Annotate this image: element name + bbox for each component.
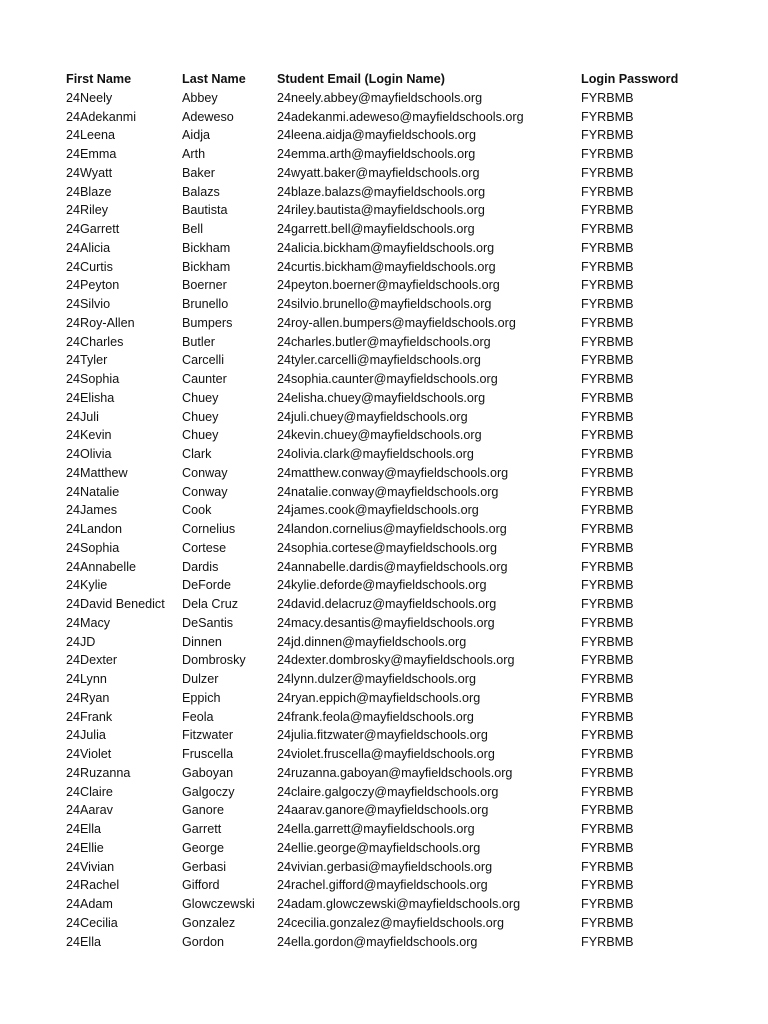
cell-first-name: 24Aarav (66, 803, 113, 818)
cell-first-name: 24Adekanmi (66, 109, 137, 124)
cell-last-name: Chuey (182, 409, 219, 424)
cell-first-name: 24Ella (66, 934, 102, 949)
cell-student-email: 24neely.abbey@mayfieldschools.org (277, 90, 483, 105)
cell-first-name: 24Ryan (66, 690, 110, 705)
cell-student-email: 24landon.cornelius@mayfieldschools.org (277, 522, 507, 536)
table-row (66, 595, 726, 614)
table-row (66, 633, 726, 652)
cell-first-name: 24Charles (66, 334, 124, 349)
cell-login-password: FYRBMB (581, 165, 634, 180)
cell-last-name: Cornelius (182, 522, 236, 536)
cell-login-password: FYRBMB (581, 934, 634, 949)
cell-first-name: 24Elisha (66, 390, 115, 405)
cell-login-password: FYRBMB (581, 372, 634, 386)
cell-last-name: Ganore (182, 803, 225, 818)
cell-student-email: 24olivia.clark@mayfieldschools.org (277, 447, 474, 461)
table-row (66, 295, 726, 314)
cell-last-name: Conway (182, 465, 228, 480)
cell-login-password: FYRBMB (581, 447, 634, 461)
cell-last-name: Feola (182, 709, 214, 724)
cell-first-name: 24James (66, 503, 118, 518)
cell-login-password: FYRBMB (581, 803, 634, 818)
cell-first-name: 24Wyatt (66, 165, 113, 180)
cell-last-name: Bell (182, 222, 203, 236)
cell-login-password: FYRBMB (581, 428, 634, 443)
cell-first-name: 24Cecilia (66, 915, 118, 930)
cell-login-password: FYRBMB (581, 653, 634, 668)
cell-first-name: 24Riley (66, 203, 108, 218)
table-row (66, 164, 726, 183)
table-row (66, 501, 726, 520)
cell-student-email: 24charles.butler@mayfieldschools.org (277, 334, 491, 349)
cell-login-password: FYRBMB (581, 840, 634, 855)
table-row (66, 614, 726, 633)
cell-login-password: FYRBMB (581, 597, 634, 611)
table-row (66, 933, 726, 952)
cell-first-name: 24Vivian (66, 859, 115, 874)
table-row (66, 520, 726, 539)
cell-last-name: Clark (182, 447, 212, 461)
cell-student-email: 24ruzanna.gaboyan@mayfieldschools.org (277, 765, 513, 780)
cell-last-name: Bumpers (182, 315, 233, 330)
cell-last-name: Baker (182, 165, 215, 180)
cell-student-email: 24kevin.chuey@mayfieldschools.org (277, 428, 482, 443)
cell-login-password: FYRBMB (581, 915, 634, 930)
cell-last-name: Bickham (182, 259, 231, 274)
cell-last-name: Dombrosky (182, 653, 246, 668)
cell-first-name: 24Leena (66, 128, 116, 143)
table-row (66, 108, 726, 127)
cell-first-name: 24Blaze (66, 184, 112, 199)
cell-first-name: 24Matthew (66, 465, 128, 480)
cell-last-name: Caunter (182, 372, 227, 386)
cell-first-name: 24Ella (66, 822, 102, 836)
cell-student-email: 24lynn.dulzer@mayfieldschools.org (277, 672, 476, 686)
cell-last-name: Galgoczy (182, 784, 235, 799)
cell-first-name: 24David Benedict (66, 597, 165, 611)
table-row (66, 558, 726, 577)
cell-student-email: 24roy-allen.bumpers@mayfieldschools.org (277, 315, 516, 330)
table-row (66, 126, 726, 145)
cell-student-email: 24claire.galgoczy@mayfieldschools.org (277, 784, 499, 799)
cell-student-email: 24wyatt.baker@mayfieldschools.org (277, 165, 480, 180)
table-row (66, 858, 726, 877)
cell-login-password: FYRBMB (581, 765, 634, 780)
cell-student-email: 24ella.garrett@mayfieldschools.org (277, 822, 475, 836)
cell-last-name: Arth (182, 147, 206, 161)
cell-login-password: FYRBMB (581, 690, 634, 705)
student-login-table (66, 70, 726, 951)
cell-last-name: Gordon (182, 934, 225, 949)
cell-last-name: Bickham (182, 240, 231, 255)
cell-student-email: 24leena.aidja@mayfieldschools.org (277, 128, 477, 143)
cell-student-email: 24rachel.gifford@mayfieldschools.org (277, 878, 488, 893)
table-row (66, 783, 726, 802)
cell-student-email: 24aarav.ganore@mayfieldschools.org (277, 803, 489, 818)
cell-login-password: FYRBMB (581, 822, 634, 836)
cell-login-password: FYRBMB (581, 147, 634, 161)
cell-first-name: 24Juli (66, 409, 99, 424)
cell-first-name: 24Curtis (66, 259, 113, 274)
cell-first-name: 24Landon (66, 522, 123, 536)
cell-first-name: 24Annabelle (66, 559, 137, 574)
header-login-password: Login Password (581, 72, 679, 86)
table-row (66, 201, 726, 220)
cell-last-name: DeSantis (182, 615, 234, 630)
cell-login-password: FYRBMB (581, 203, 634, 218)
header-last-name: Last Name (182, 72, 246, 86)
cell-last-name: Balazs (182, 184, 220, 199)
cell-first-name: 24Adam (66, 897, 113, 911)
table-row (66, 876, 726, 895)
cell-first-name: 24Sophia (66, 540, 120, 555)
table-row (66, 670, 726, 689)
table-body (66, 89, 726, 952)
cell-last-name: Fruscella (182, 747, 234, 761)
cell-first-name: 24Kevin (66, 428, 112, 443)
cell-student-email: 24alicia.bickham@mayfieldschools.org (277, 240, 495, 255)
cell-last-name: Gifford (182, 878, 220, 893)
cell-login-password: FYRBMB (581, 672, 634, 686)
cell-login-password: FYRBMB (581, 353, 634, 368)
cell-last-name: Aidja (182, 128, 211, 143)
cell-student-email: 24natalie.conway@mayfieldschools.org (277, 484, 499, 499)
cell-login-password: FYRBMB (581, 615, 634, 630)
cell-first-name: 24Kylie (66, 578, 108, 593)
cell-first-name: 24Natalie (66, 484, 120, 499)
cell-first-name: 24Ruzanna (66, 765, 131, 780)
header-first-name: First Name (66, 72, 132, 86)
table-row (66, 145, 726, 164)
table-row (66, 370, 726, 389)
table-row (66, 426, 726, 445)
table-row (66, 651, 726, 670)
cell-first-name: 24Julia (66, 728, 106, 743)
cell-student-email: 24emma.arth@mayfieldschools.org (277, 147, 476, 161)
cell-student-email: 24juli.chuey@mayfieldschools.org (277, 409, 468, 424)
cell-first-name: 24Peyton (66, 278, 120, 293)
table-row (66, 183, 726, 202)
table-row (66, 314, 726, 333)
cell-student-email: 24adekanmi.adeweso@mayfieldschools.org (277, 109, 524, 124)
table-row (66, 483, 726, 502)
cell-first-name: 24Garrett (66, 222, 120, 236)
cell-student-email: 24tyler.carcelli@mayfieldschools.org (277, 353, 481, 368)
cell-first-name: 24Violet (66, 747, 112, 761)
cell-first-name: 24Roy-Allen (66, 315, 135, 330)
cell-student-email: 24frank.feola@mayfieldschools.org (277, 709, 474, 724)
cell-last-name: Fitzwater (182, 728, 234, 743)
cell-first-name: 24Emma (66, 147, 117, 161)
cell-student-email: 24dexter.dombrosky@mayfieldschools.org (277, 653, 515, 668)
cell-student-email: 24ryan.eppich@mayfieldschools.org (277, 690, 481, 705)
cell-login-password: FYRBMB (581, 409, 634, 424)
table-row (66, 239, 726, 258)
cell-last-name: Gerbasi (182, 859, 227, 874)
table-row (66, 820, 726, 839)
cell-last-name: Brunello (182, 297, 229, 311)
cell-login-password: FYRBMB (581, 559, 634, 574)
cell-last-name: Glowczewski (182, 897, 255, 911)
cell-last-name: Butler (182, 334, 215, 349)
cell-last-name: Dardis (182, 559, 219, 574)
cell-login-password: FYRBMB (581, 897, 634, 911)
cell-first-name: 24Frank (66, 709, 113, 724)
table-row (66, 389, 726, 408)
cell-student-email: 24jd.dinnen@mayfieldschools.org (277, 634, 467, 649)
cell-login-password: FYRBMB (581, 540, 634, 555)
cell-student-email: 24ellie.george@mayfieldschools.org (277, 840, 481, 855)
cell-student-email: 24annabelle.dardis@mayfieldschools.org (277, 559, 508, 574)
table-row (66, 689, 726, 708)
cell-student-email: 24sophia.cortese@mayfieldschools.org (277, 540, 497, 555)
table-row (66, 764, 726, 783)
cell-login-password: FYRBMB (581, 859, 634, 874)
table-row (66, 895, 726, 914)
cell-login-password: FYRBMB (581, 390, 634, 405)
cell-last-name: Chuey (182, 390, 219, 405)
cell-student-email: 24macy.desantis@mayfieldschools.org (277, 615, 495, 630)
cell-student-email: 24elisha.chuey@mayfieldschools.org (277, 390, 486, 405)
table-row (66, 351, 726, 370)
table-row (66, 333, 726, 352)
table-row (66, 539, 726, 558)
cell-first-name: 24Dexter (66, 653, 118, 668)
cell-login-password: FYRBMB (581, 634, 634, 649)
cell-first-name: 24Neely (66, 90, 113, 105)
cell-first-name: 24Claire (66, 784, 113, 799)
table-row (66, 801, 726, 820)
cell-first-name: 24Lynn (66, 672, 107, 686)
cell-student-email: 24james.cook@mayfieldschools.org (277, 503, 479, 518)
table-row (66, 258, 726, 277)
cell-last-name: DeForde (182, 578, 231, 593)
cell-login-password: FYRBMB (581, 222, 634, 236)
cell-last-name: George (182, 840, 225, 855)
cell-login-password: FYRBMB (581, 747, 634, 761)
cell-login-password: FYRBMB (581, 484, 634, 499)
cell-student-email: 24peyton.boerner@mayfieldschools.org (277, 278, 500, 293)
cell-first-name: 24Tyler (66, 353, 108, 368)
cell-student-email: 24david.delacruz@mayfieldschools.org (277, 597, 497, 611)
cell-last-name: Conway (182, 484, 228, 499)
cell-last-name: Carcelli (182, 353, 224, 368)
cell-last-name: Chuey (182, 428, 219, 443)
header-student-email: Student Email (Login Name) (277, 72, 445, 86)
cell-last-name: Gonzalez (182, 915, 236, 930)
table-row (66, 839, 726, 858)
table-row (66, 220, 726, 239)
table-row (66, 914, 726, 933)
table-row (66, 576, 726, 595)
cell-student-email: 24vivian.gerbasi@mayfieldschools.org (277, 859, 493, 874)
cell-login-password: FYRBMB (581, 709, 634, 724)
cell-login-password: FYRBMB (581, 878, 634, 893)
cell-last-name: Gaboyan (182, 765, 234, 780)
cell-login-password: FYRBMB (581, 578, 634, 593)
cell-login-password: FYRBMB (581, 784, 634, 799)
cell-student-email: 24silvio.brunello@mayfieldschools.org (277, 297, 492, 311)
cell-student-email: 24kylie.deforde@mayfieldschools.org (277, 578, 487, 593)
cell-login-password: FYRBMB (581, 465, 634, 480)
cell-last-name: Bautista (182, 203, 228, 218)
cell-first-name: 24Ellie (66, 840, 104, 855)
cell-last-name: Abbey (182, 90, 218, 105)
cell-first-name: 24Alicia (66, 240, 111, 255)
cell-first-name: 24JD (66, 634, 96, 649)
cell-login-password: FYRBMB (581, 297, 634, 311)
cell-last-name: Cook (182, 503, 212, 518)
cell-student-email: 24julia.fitzwater@mayfieldschools.org (277, 728, 488, 743)
cell-first-name: 24Rachel (66, 878, 120, 893)
cell-first-name: 24Silvio (66, 297, 111, 311)
cell-login-password: FYRBMB (581, 184, 634, 199)
cell-student-email: 24violet.fruscella@mayfieldschools.org (277, 747, 495, 761)
cell-login-password: FYRBMB (581, 240, 634, 255)
cell-student-email: 24riley.bautista@mayfieldschools.org (277, 203, 485, 218)
cell-login-password: FYRBMB (581, 278, 634, 293)
cell-last-name: Boerner (182, 278, 227, 293)
cell-student-email: 24cecilia.gonzalez@mayfieldschools.org (277, 915, 504, 930)
table-row (66, 464, 726, 483)
cell-last-name: Dinnen (182, 634, 222, 649)
table-header-row (66, 70, 726, 89)
table-row (66, 708, 726, 727)
table-row (66, 445, 726, 464)
cell-login-password: FYRBMB (581, 728, 634, 743)
table-row (66, 276, 726, 295)
cell-student-email: 24matthew.conway@mayfieldschools.org (277, 465, 509, 480)
cell-student-email: 24blaze.balazs@mayfieldschools.org (277, 184, 486, 199)
cell-last-name: Adeweso (182, 109, 234, 124)
cell-student-email: 24ella.gordon@mayfieldschools.org (277, 934, 478, 949)
cell-student-email: 24curtis.bickham@mayfieldschools.org (277, 259, 496, 274)
cell-student-email: 24sophia.caunter@mayfieldschools.org (277, 372, 498, 386)
cell-login-password: FYRBMB (581, 334, 634, 349)
cell-login-password: FYRBMB (581, 259, 634, 274)
cell-last-name: Garrett (182, 822, 222, 836)
cell-last-name: Cortese (182, 540, 227, 555)
cell-last-name: Eppich (182, 690, 221, 705)
cell-login-password: FYRBMB (581, 90, 634, 105)
table-row (66, 726, 726, 745)
cell-login-password: FYRBMB (581, 128, 634, 143)
table-row (66, 89, 726, 108)
cell-last-name: Dela Cruz (182, 597, 238, 611)
cell-login-password: FYRBMB (581, 315, 634, 330)
cell-first-name: 24Olivia (66, 447, 112, 461)
table-row (66, 408, 726, 427)
cell-login-password: FYRBMB (581, 522, 634, 536)
cell-first-name: 24Macy (66, 615, 111, 630)
cell-first-name: 24Sophia (66, 372, 120, 386)
cell-student-email: 24garrett.bell@mayfieldschools.org (277, 222, 475, 236)
cell-student-email: 24adam.glowczewski@mayfieldschools.org (277, 897, 521, 911)
table-row (66, 745, 726, 764)
cell-last-name: Dulzer (182, 672, 219, 686)
cell-login-password: FYRBMB (581, 109, 634, 124)
cell-login-password: FYRBMB (581, 503, 634, 518)
